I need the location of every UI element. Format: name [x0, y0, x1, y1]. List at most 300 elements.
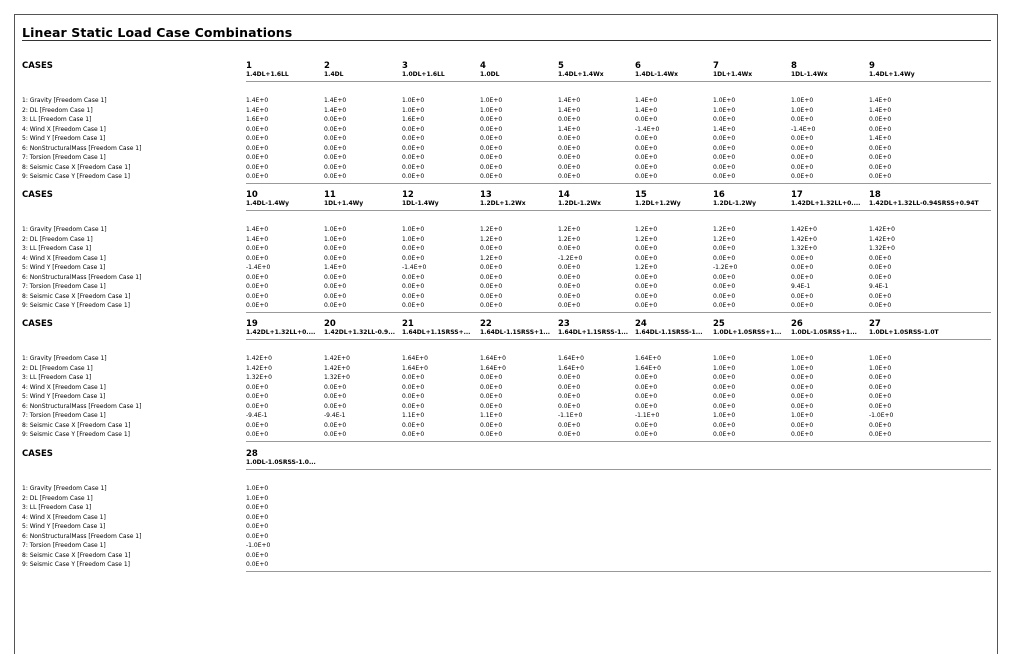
factor-cell: 1.32E+0	[324, 374, 350, 381]
factor-cell: 1.0E+0	[324, 235, 347, 243]
factor-cell: 0.0E+0	[869, 254, 892, 262]
factor-cell: 0.0E+0	[324, 383, 347, 391]
factor-cell: 0.0E+0	[246, 273, 269, 281]
factor-cell: 0.0E+0	[480, 302, 503, 309]
combination-column-header	[635, 190, 711, 208]
table-row	[22, 494, 991, 504]
combination-name: 1.0DL+1.6LL	[402, 71, 445, 78]
load-case-label: 5: Wind Y [Freedom Case 1]	[22, 523, 106, 530]
combination-number: 20	[324, 319, 336, 329]
combination-column-header	[246, 61, 322, 79]
factor-cell: 1.64E+0	[635, 364, 661, 372]
factor-cell: 0.0E+0	[324, 283, 347, 290]
factor-cell: 0.0E+0	[480, 383, 503, 391]
factor-cell: 0.0E+0	[713, 402, 736, 410]
combination-column-header	[791, 61, 867, 79]
factor-cell: 0.0E+0	[246, 504, 269, 511]
factor-cell: 1.32E+0	[791, 245, 817, 252]
factor-cell: 0.0E+0	[869, 302, 892, 309]
combination-name: 1.42DL+1.32LL-0.94SRSS+0.94T	[869, 200, 979, 207]
table-row	[22, 254, 991, 264]
factor-cell: 1.4E+0	[324, 264, 347, 271]
factor-cell: 0.0E+0	[791, 173, 814, 180]
factor-cell: 0.0E+0	[324, 421, 347, 429]
combination-name: 1.4DL+1.4Wx	[558, 71, 604, 78]
load-case-label: 8: Seismic Case X [Freedom Case 1]	[22, 551, 131, 559]
combination-column-header	[246, 319, 322, 337]
factor-cell: 1.4E+0	[324, 106, 347, 114]
factor-cell: 0.0E+0	[635, 421, 658, 429]
factor-cell: 0.0E+0	[869, 393, 892, 400]
combination-name: 1.64DL+1.1SRSS+...	[402, 329, 471, 336]
table-row	[22, 430, 991, 440]
factor-cell: 1.4E+0	[558, 125, 581, 133]
load-case-label: 7: Torsion [Freedom Case 1]	[22, 154, 106, 161]
table-row	[22, 373, 991, 383]
table-row	[22, 172, 991, 182]
factor-cell: 0.0E+0	[480, 125, 503, 133]
factor-cell: -1.4E+0	[791, 125, 816, 133]
factor-cell: 1.42E+0	[324, 355, 350, 362]
factor-cell: 0.0E+0	[791, 402, 814, 410]
load-case-label: 6: NonStructuralMass [Freedom Case 1]	[22, 144, 142, 152]
factor-cell: 0.0E+0	[480, 402, 503, 410]
combination-number: 26	[791, 319, 803, 329]
factor-cell: 1.64E+0	[558, 364, 584, 372]
load-case-label: 3: LL [Freedom Case 1]	[22, 504, 92, 511]
factor-cell: 1.64E+0	[480, 364, 506, 372]
factor-cell: 1.32E+0	[869, 245, 895, 252]
factor-cell: 0.0E+0	[713, 292, 736, 300]
factor-cell: 0.0E+0	[869, 163, 892, 171]
combination-name: 1.4DL	[324, 71, 344, 78]
factor-cell: 1.2E+0	[480, 226, 503, 233]
factor-cell: 0.0E+0	[246, 402, 269, 410]
factor-cell: 0.0E+0	[791, 374, 814, 381]
section-header	[22, 61, 991, 81]
factor-cell: 0.0E+0	[246, 163, 269, 171]
factor-cell: 0.0E+0	[480, 374, 503, 381]
factor-cell: 0.0E+0	[869, 116, 892, 123]
load-case-label: 8: Seismic Case X [Freedom Case 1]	[22, 292, 131, 300]
factor-cell: 0.0E+0	[635, 402, 658, 410]
factor-cell: 0.0E+0	[246, 393, 269, 400]
factor-cell: 0.0E+0	[713, 245, 736, 252]
combination-name: 1DL-1.4Wy	[402, 200, 439, 207]
factor-cell: 0.0E+0	[558, 245, 581, 252]
factor-cell: 0.0E+0	[558, 116, 581, 123]
factor-cell: 0.0E+0	[480, 245, 503, 252]
factor-cell: 0.0E+0	[324, 116, 347, 123]
factor-cell: 0.0E+0	[713, 421, 736, 429]
combination-name: 1.64DL-1.1SRSS-1...	[635, 329, 703, 336]
factor-cell: 0.0E+0	[635, 273, 658, 281]
factor-cell: 1.4E+0	[635, 106, 658, 114]
factor-cell: 0.0E+0	[869, 264, 892, 271]
factor-cell: 0.0E+0	[791, 144, 814, 152]
load-case-label: 9: Seismic Case Y [Freedom Case 1]	[22, 302, 130, 309]
table-row	[22, 411, 991, 421]
factor-cell: 0.0E+0	[558, 431, 581, 438]
load-case-label: 6: NonStructuralMass [Freedom Case 1]	[22, 273, 142, 281]
factor-cell: 0.0E+0	[869, 374, 892, 381]
factor-cell: 0.0E+0	[246, 154, 269, 161]
factor-cell: 0.0E+0	[402, 383, 425, 391]
factor-cell: 1.4E+0	[324, 97, 347, 104]
factor-cell: 0.0E+0	[869, 173, 892, 180]
combination-number: 14	[558, 190, 570, 200]
load-case-label: 9: Seismic Case Y [Freedom Case 1]	[22, 173, 130, 180]
load-case-label: 4: Wind X [Freedom Case 1]	[22, 513, 106, 521]
combination-number: 27	[869, 319, 881, 329]
table-row	[22, 301, 991, 311]
factor-cell: -9.4E-1	[324, 412, 346, 419]
factor-cell: 0.0E+0	[246, 292, 269, 300]
factor-cell: 0.0E+0	[635, 116, 658, 123]
combination-column-header	[713, 61, 789, 79]
factor-cell: 1.4E+0	[246, 235, 269, 243]
factor-cell: 0.0E+0	[558, 383, 581, 391]
factor-cell: 0.0E+0	[713, 173, 736, 180]
factor-cell: 0.0E+0	[791, 383, 814, 391]
table-row	[22, 541, 991, 551]
factor-cell: 0.0E+0	[635, 302, 658, 309]
factor-cell: 0.0E+0	[480, 264, 503, 271]
factor-cell: 1.2E+0	[635, 235, 658, 243]
table-row	[22, 225, 991, 235]
factor-cell: 1.1E+0	[480, 412, 503, 419]
factor-cell: -1.2E+0	[713, 264, 738, 271]
factor-cell: 0.0E+0	[324, 393, 347, 400]
combination-number: 11	[324, 190, 336, 200]
factor-cell: 1.6E+0	[246, 116, 269, 123]
factor-cell: 1.0E+0	[791, 97, 814, 104]
header-rule	[246, 339, 991, 340]
factor-cell: 0.0E+0	[791, 421, 814, 429]
factor-cell: 0.0E+0	[635, 144, 658, 152]
factor-cell: 0.0E+0	[635, 245, 658, 252]
table-row	[22, 96, 991, 106]
combination-name: 1.4DL-1.4Wy	[246, 200, 290, 207]
factor-cell: 1.0E+0	[869, 355, 892, 362]
combination-name: 1.0DL+1.0SRSS-1.0T	[869, 329, 939, 336]
factor-cell: -1.4E+0	[635, 125, 660, 133]
factor-cell: 0.0E+0	[635, 254, 658, 262]
combination-name: 1.0DL+1.0SRSS+1...	[713, 329, 782, 336]
factor-cell: 0.0E+0	[558, 173, 581, 180]
combination-name: 1.4DL+1.6LL	[246, 71, 289, 78]
cases-label: CASES	[22, 319, 53, 329]
factor-cell: 1.42E+0	[791, 235, 817, 243]
factor-cell: 0.0E+0	[402, 374, 425, 381]
combination-column-header	[246, 449, 386, 467]
header-rule	[246, 81, 991, 82]
factor-cell: 0.0E+0	[480, 292, 503, 300]
table-row	[22, 153, 991, 163]
load-case-label: 7: Torsion [Freedom Case 1]	[22, 542, 106, 549]
factor-cell: 0.0E+0	[869, 125, 892, 133]
factor-cell: 0.0E+0	[635, 135, 658, 142]
table-row	[22, 392, 991, 402]
load-case-label: 8: Seismic Case X [Freedom Case 1]	[22, 421, 131, 429]
factor-cell: 0.0E+0	[480, 116, 503, 123]
factor-cell: 1.42E+0	[791, 226, 817, 233]
section-header	[22, 319, 991, 339]
header-rule	[246, 469, 991, 470]
combination-column-header	[558, 319, 634, 337]
factor-cell: 1.64E+0	[480, 355, 506, 362]
factor-cell: 0.0E+0	[480, 393, 503, 400]
factor-cell: 1.0E+0	[869, 364, 892, 372]
factor-cell: 1.4E+0	[246, 226, 269, 233]
table-row	[22, 263, 991, 273]
factor-cell: 0.0E+0	[713, 283, 736, 290]
factor-cell: 0.0E+0	[635, 163, 658, 171]
factor-cell: -1.0E+0	[869, 412, 894, 419]
combination-number: 24	[635, 319, 647, 329]
table-row	[22, 522, 991, 532]
combination-column-header	[713, 319, 789, 337]
factor-cell: 0.0E+0	[558, 283, 581, 290]
section-end-rule	[246, 312, 991, 313]
factor-cell: 1.0E+0	[713, 97, 736, 104]
combination-name: 1.42DL+1.32LL+0....	[246, 329, 316, 336]
factor-cell: 1.64E+0	[558, 355, 584, 362]
factor-cell: 1.6E+0	[402, 116, 425, 123]
factor-cell: 0.0E+0	[791, 264, 814, 271]
factor-cell: 1.0E+0	[402, 226, 425, 233]
section-end-rule	[246, 571, 991, 572]
table-row	[22, 282, 991, 292]
table-row	[22, 115, 991, 125]
factor-cell: 0.0E+0	[558, 163, 581, 171]
combination-number: 21	[402, 319, 414, 329]
page-title: Linear Static Load Case Combinations	[22, 25, 293, 40]
factor-cell: 1.0E+0	[791, 364, 814, 372]
combination-number: 25	[713, 319, 725, 329]
factor-cell: 9.4E-1	[791, 283, 811, 290]
factor-cell: 0.0E+0	[713, 393, 736, 400]
combination-name: 1.0DL-1.0SRSS-1.0...	[246, 459, 316, 466]
factor-cell: 0.0E+0	[402, 144, 425, 152]
combination-number: 8	[791, 61, 797, 71]
factor-cell: 0.0E+0	[558, 374, 581, 381]
factor-cell: 0.0E+0	[791, 273, 814, 281]
load-case-label: 2: DL [Freedom Case 1]	[22, 364, 93, 372]
factor-cell: 1.0E+0	[791, 106, 814, 114]
factor-cell: 0.0E+0	[324, 163, 347, 171]
load-case-label: 6: NonStructuralMass [Freedom Case 1]	[22, 532, 142, 540]
combination-number: 18	[869, 190, 881, 200]
factor-cell: 0.0E+0	[713, 154, 736, 161]
combination-column-header	[324, 61, 400, 79]
header-rule	[246, 210, 991, 211]
factor-cell: 0.0E+0	[869, 402, 892, 410]
combination-name: 1.4DL+1.4Wy	[869, 71, 915, 78]
factor-cell: 1.64E+0	[402, 364, 428, 372]
factor-cell: 1.42E+0	[869, 235, 895, 243]
cases-label: CASES	[22, 449, 53, 459]
factor-cell: 0.0E+0	[558, 264, 581, 271]
factor-cell: 0.0E+0	[558, 393, 581, 400]
load-case-label: 9: Seismic Case Y [Freedom Case 1]	[22, 431, 130, 438]
factor-cell: 0.0E+0	[713, 302, 736, 309]
factor-cell: 0.0E+0	[558, 154, 581, 161]
factor-cell: 0.0E+0	[480, 283, 503, 290]
section-header	[22, 190, 991, 210]
combination-name: 1DL-1.4Wx	[791, 71, 828, 78]
factor-cell: 0.0E+0	[324, 254, 347, 262]
factor-cell: 1.42E+0	[324, 364, 350, 372]
combinations-section	[22, 319, 991, 440]
load-case-label: 2: DL [Freedom Case 1]	[22, 494, 93, 502]
factor-cell: 0.0E+0	[324, 154, 347, 161]
load-case-label: 3: LL [Freedom Case 1]	[22, 374, 92, 381]
combination-column-header	[402, 190, 478, 208]
combination-number: 3	[402, 61, 408, 71]
factor-cell: 0.0E+0	[324, 125, 347, 133]
factor-cell: 0.0E+0	[869, 431, 892, 438]
table-row	[22, 273, 991, 283]
table-row	[22, 383, 991, 393]
factor-cell: 0.0E+0	[246, 383, 269, 391]
combination-number: 5	[558, 61, 564, 71]
factor-cell: 0.0E+0	[635, 383, 658, 391]
combination-column-header	[480, 190, 556, 208]
factor-cell: 0.0E+0	[324, 402, 347, 410]
combination-number: 16	[713, 190, 725, 200]
factor-cell: 0.0E+0	[246, 245, 269, 252]
combination-name: 1.64DL-1.1SRSS+1...	[480, 329, 551, 336]
factor-cell: 0.0E+0	[246, 513, 269, 521]
combination-name: 1DL+1.4Wy	[324, 200, 364, 207]
factor-cell: 0.0E+0	[791, 116, 814, 123]
factor-cell: 0.0E+0	[324, 144, 347, 152]
combination-column-header	[324, 319, 400, 337]
factor-cell: 0.0E+0	[558, 302, 581, 309]
factor-cell: 0.0E+0	[713, 431, 736, 438]
factor-cell: -1.1E+0	[558, 412, 583, 419]
factor-cell: 0.0E+0	[402, 421, 425, 429]
factor-cell: 9.4E-1	[869, 283, 889, 290]
factor-cell: 0.0E+0	[713, 383, 736, 391]
factor-cell: 1.0E+0	[713, 364, 736, 372]
factor-cell: 0.0E+0	[713, 254, 736, 262]
factor-cell: 0.0E+0	[869, 421, 892, 429]
combination-name: 1.0DL	[480, 71, 500, 78]
factor-cell: 1.0E+0	[246, 485, 269, 492]
combination-number: 13	[480, 190, 492, 200]
factor-cell: -1.1E+0	[635, 412, 660, 419]
factor-cell: 1.2E+0	[635, 226, 658, 233]
factor-cell: 0.0E+0	[324, 245, 347, 252]
combination-column-header	[635, 319, 711, 337]
factor-cell: 0.0E+0	[402, 273, 425, 281]
load-case-label: 5: Wind Y [Freedom Case 1]	[22, 264, 106, 271]
combination-number: 7	[713, 61, 719, 71]
table-row	[22, 244, 991, 254]
factor-cell: 1.4E+0	[869, 97, 892, 104]
factor-cell: 1.42E+0	[246, 364, 272, 372]
combination-column-header	[635, 61, 711, 79]
table-row	[22, 484, 991, 494]
factor-cell: 0.0E+0	[402, 292, 425, 300]
combination-number: 23	[558, 319, 570, 329]
factor-cell: 0.0E+0	[869, 144, 892, 152]
table-row	[22, 163, 991, 173]
factor-cell: 1.0E+0	[480, 97, 503, 104]
factor-cell: -9.4E-1	[246, 412, 268, 419]
factor-cell: 0.0E+0	[402, 431, 425, 438]
factor-cell: 1.2E+0	[635, 264, 658, 271]
combination-column-header	[402, 319, 478, 337]
load-case-label: 1: Gravity [Freedom Case 1]	[22, 355, 107, 362]
factor-cell: 0.0E+0	[480, 154, 503, 161]
factor-cell: 0.0E+0	[402, 302, 425, 309]
factor-cell: 0.0E+0	[635, 173, 658, 180]
table-row	[22, 354, 991, 364]
load-case-label: 7: Torsion [Freedom Case 1]	[22, 283, 106, 290]
table-row	[22, 235, 991, 245]
factor-cell: 0.0E+0	[402, 125, 425, 133]
factor-cell: 1.2E+0	[480, 235, 503, 243]
combination-number: 9	[869, 61, 875, 71]
factor-cell: 1.0E+0	[791, 412, 814, 419]
factor-cell: 0.0E+0	[791, 254, 814, 262]
factor-cell: 0.0E+0	[246, 532, 269, 540]
factor-cell: -1.4E+0	[246, 264, 271, 271]
table-row	[22, 421, 991, 431]
factor-cell: 0.0E+0	[635, 292, 658, 300]
factor-cell: 0.0E+0	[635, 154, 658, 161]
factor-cell: 1.2E+0	[480, 254, 503, 262]
factor-cell: 1.0E+0	[402, 106, 425, 114]
table-row	[22, 106, 991, 116]
load-case-rows	[22, 354, 991, 440]
factor-cell: 1.0E+0	[480, 106, 503, 114]
factor-cell: 1.42E+0	[869, 226, 895, 233]
load-case-label: 4: Wind X [Freedom Case 1]	[22, 125, 106, 133]
factor-cell: 1.0E+0	[791, 355, 814, 362]
factor-cell: 0.0E+0	[246, 173, 269, 180]
load-case-label: 4: Wind X [Freedom Case 1]	[22, 254, 106, 262]
combination-number: 15	[635, 190, 647, 200]
combination-column-header	[558, 190, 634, 208]
load-case-label: 2: DL [Freedom Case 1]	[22, 106, 93, 114]
factor-cell: 0.0E+0	[635, 393, 658, 400]
table-row	[22, 364, 991, 374]
combination-name: 1.42DL+1.32LL+0....	[791, 200, 861, 207]
combination-number: 2	[324, 61, 330, 71]
factor-cell: 0.0E+0	[869, 383, 892, 391]
factor-cell: 1.64E+0	[635, 355, 661, 362]
combination-name: 1.0DL-1.0SRSS+1...	[791, 329, 857, 336]
combinations-section	[22, 190, 991, 311]
combination-number: 19	[246, 319, 258, 329]
factor-cell: 0.0E+0	[402, 163, 425, 171]
factor-cell: 0.0E+0	[558, 273, 581, 281]
factor-cell: -1.2E+0	[558, 254, 583, 262]
factor-cell: -1.0E+0	[246, 542, 271, 549]
factor-cell: 0.0E+0	[791, 135, 814, 142]
combination-name: 1.2DL+1.2Wx	[480, 200, 526, 207]
load-case-label: 6: NonStructuralMass [Freedom Case 1]	[22, 402, 142, 410]
combination-name: 1.4DL-1.4Wx	[635, 71, 679, 78]
combination-column-header	[713, 190, 789, 208]
factor-cell: 0.0E+0	[713, 273, 736, 281]
factor-cell: 0.0E+0	[791, 154, 814, 161]
cases-label: CASES	[22, 190, 53, 200]
